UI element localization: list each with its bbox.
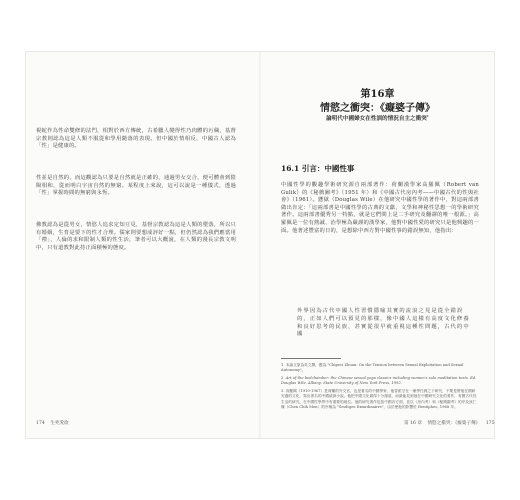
right-running-chapter: 第 16 章 bbox=[404, 421, 422, 426]
left-running-title: 生死愛欲 bbox=[50, 421, 69, 426]
footnote-2-text: Art of the bedchamber: the Chinese sexual yoga classics including women's solo meditation texts. Ed. Douglas Wile. Albany: State University of New York Press, 1992. bbox=[281, 376, 477, 386]
right-page-number: 175 bbox=[485, 421, 495, 426]
left-footer bbox=[36, 420, 73, 426]
chapter-title: 情慾之衝突：《癡婆子傳》 bbox=[320, 103, 435, 114]
footnote-2-mark: 2 bbox=[281, 376, 284, 380]
footnote-1: 1. 本論文原為英文撰，題為 "Chipeci Zhuan: On the Tension between Sexual Exploitation and Sexual Autonomy"。 bbox=[281, 363, 464, 373]
left-paragraph-1: 視蛇作為性命雙修的法門，相對於西方傳統，古希臘人變得性乃肉體的污穢，基督宗教則認為這是人類不服從和學用隨落的表現。但中國於情相反，中國古人認為「性」是健康的。 bbox=[36, 128, 236, 150]
footnote-2: 2. Art of the bedchamber: the Chinese sexual yoga classics including women's solo meditation texts. Ed. Douglas Wile. Albany: State University of New York Press, 1992. bbox=[281, 376, 477, 386]
left-paragraph-2: 性並是自然的，而這觀認為只要是自然就是正確的，通過男女交合，便可體會到陰陽相和，從而明白宇宙自然的無窮。某程度上來說，這可以說是一種儀式，透過「性」掌握時間的無窮與永恆。 bbox=[36, 175, 236, 197]
chapter-number: 第16章 bbox=[360, 89, 395, 100]
book-spread bbox=[26, 52, 494, 438]
block-quote: 外界因為古代中國人性習慣隱喻其實的流浪之見是從全錯誤的，正如人們可以預見的那樣，像中國人這樣有高度文化修養和良好思考的民族，甚實從很早就重視這種性問題，古代的中國 bbox=[297, 308, 470, 338]
right-running-title: 情慾之衝突：《癡婆子傳》 bbox=[427, 421, 481, 426]
left-page-number: 174 bbox=[36, 421, 45, 426]
footnote-3-mark: 3 bbox=[281, 389, 284, 393]
left-page bbox=[26, 52, 259, 438]
chapter-subtitle-footnote-mark: 1 bbox=[426, 114, 429, 119]
right-page bbox=[261, 52, 494, 438]
footnote-divider bbox=[281, 358, 341, 359]
right-footer bbox=[404, 420, 499, 426]
footnote-1-mark: 1 bbox=[281, 363, 284, 367]
footnote-1-text: 本論文原為英文撰，題為 "Chipeci Zhuan: On the Tension between Sexual Exploitation and Sexual Autonomy"。 bbox=[281, 363, 464, 373]
chapter-subtitle bbox=[261, 114, 494, 122]
right-paragraph-1: 中國性學的觀趣學術研究源自兩部著作：荷蘭漢學家高羅佩（Robert van Gulik）的《秘戲圖考》（1951 年）和《中國古代房內考——中國古代的性與社會》（1961）。懸獄（Douglas Wile）在他研究中國性學的著作中，對這兩部書做出肯定：「這兩部書是中國性學的古典的文獻，文學和神秘性思想一的學術研究著作。這兩部書優秀另一特點，就是它們問上是二手研究及翻譯的唯一根源。」高羅佩是一位有熱誠、治學極為嚴謹的漢學家，他對中國性愛的研究只是他興趣的一面。他著述豐富的日的，是想除中西方對中國性事的錯誤無知，他指出： bbox=[281, 182, 479, 234]
section-heading: 16.1 引言：中國性事 bbox=[281, 164, 355, 173]
left-paragraph-3: 佛教認為是從男女，情慾人追求定知豆見，基督宗教認為這是人類的墮落，所以只有婚姻，生育是要下的性才合理。儒家則要想成評好一點，但仍然認為我們應當用「禮」，人倫的求和限制人類的性生活，筆者可以大概說，在人類的漫長宗教文明中，只有道教對此持正面積極的態度。 bbox=[36, 222, 236, 251]
footnote-3: 3. 高羅佩（1910-1967）是荷蘭的外交官，也是著名的中國學家，他曾派守在一兼學任務之下研究，不要是將他在國研究過的文化，寫出著名的中國偵探小說。他把中國文化做得十分淵遠，而最能見到他在中國研究文化的著作，有國古代性生活的研究，在中國性學界中有重要的地位。他的研究著作包括中國各方面，並以《房內考》和《秘戲圖考》的序及狄仁傑（Chen Chih Men）的序稱為 "Srsdtgee Exmrdinairre"，由於使他的影響於 Hentipheo, 1968 年。 bbox=[281, 389, 477, 410]
footnote-3-text: 高羅佩（1910-1967）是荷蘭的外交官，也是著名的中國學家，他曾派守在一兼學任務之下研究，不要是將他在國研究過的文化，寫出著名的中國偵探小說。他把中國文化做得十分淵遠，而最能見到他在中國研究文化的著作，有國古代性生活的研究，在中國性學界中有重要的地位。他的研究著作包括中國各方面，並以《房內考》和《秘戲圖考》的序及狄仁傑（Chen Chih Men）的序稱為 "Srsdtgee Exmrdinairre"，由於使他的影響於 Hentipheo, 1968 年。 bbox=[281, 389, 477, 410]
chapter-subtitle-text: 論明代中國婦女在性訓的情況自主之衝突 bbox=[326, 116, 427, 122]
